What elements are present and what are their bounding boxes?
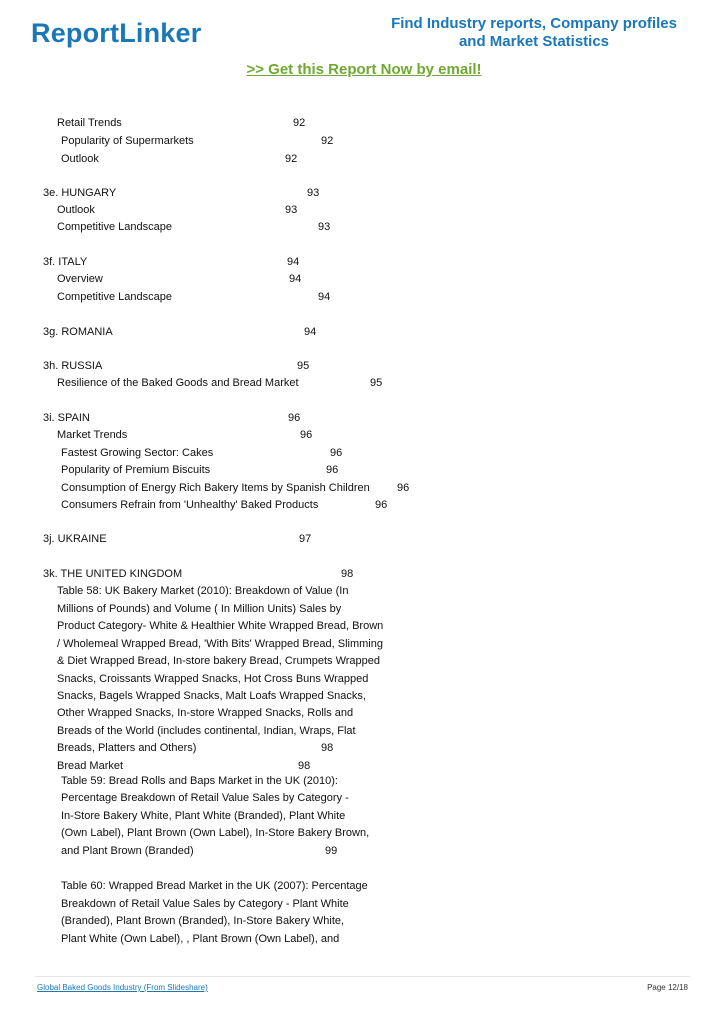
toc-page-number: 98 <box>341 568 354 580</box>
toc-page-number: 96 <box>375 499 388 511</box>
toc-entry: Competitive Landscape <box>57 291 172 303</box>
toc-page-number: 92 <box>293 117 306 129</box>
toc-entry: Product Category- White & Healthier White Wrapped Bread, Brown <box>57 620 384 632</box>
toc-page-number: 96 <box>300 429 313 441</box>
get-report-link[interactable]: >> Get this Report Now by email! <box>246 61 482 78</box>
toc-page-number: 97 <box>299 533 312 545</box>
toc-entry: 3g. ROMANIA <box>43 326 113 338</box>
toc-entry: Table 60: Wrapped Bread Market in the UK (2007): Percentage <box>61 880 368 892</box>
toc-entry: & Diet Wrapped Bread, In-store bakery Bread, Crumpets Wrapped <box>57 655 381 667</box>
toc-entry: 3f. ITALY <box>43 256 88 268</box>
toc-page-number: 92 <box>321 135 334 147</box>
tagline <box>384 15 684 51</box>
toc-entry: Resilience of the Baked Goods and Bread Market <box>57 377 299 389</box>
toc-page-number: 93 <box>307 187 320 199</box>
toc-page-number: 95 <box>297 360 310 372</box>
toc-entry: Snacks, Bagels Wrapped Snacks, Malt Loafs Wrapped Snacks, <box>57 690 366 702</box>
toc-entry: 3e. HUNGARY <box>43 187 117 199</box>
toc-page-number: 94 <box>318 291 331 303</box>
toc-page-number: 94 <box>304 326 317 338</box>
toc-entry: Breads of the World (includes continental, Indian, Wraps, Flat <box>57 725 356 737</box>
toc-entry: Popularity of Supermarkets <box>61 135 194 147</box>
toc-entry: Overview <box>57 273 103 285</box>
footer-divider <box>35 976 690 977</box>
toc-entry: Competitive Landscape <box>57 221 172 233</box>
toc-entry: Bread Market <box>57 760 124 772</box>
toc-page-number: 92 <box>285 153 298 165</box>
toc-page-number: 96 <box>326 464 339 476</box>
toc-entry: Table 58: UK Bakery Market (2010): Breakdown of Value (In <box>57 585 349 597</box>
toc-page-number: 96 <box>397 482 410 494</box>
toc-page-number: 94 <box>287 256 300 268</box>
toc-page-number: 99 <box>325 845 338 857</box>
toc-page-number: 93 <box>285 204 298 216</box>
toc-entry: Consumption of Energy Rich Bakery Items by Spanish Children <box>61 482 370 494</box>
toc-entry: 3h. RUSSIA <box>43 360 103 372</box>
toc-entry: Breads, Platters and Others) <box>57 742 197 754</box>
toc-entry: Other Wrapped Snacks, In-store Wrapped Snacks, Rolls and <box>57 707 354 719</box>
toc-entry: 3j. UKRAINE <box>43 533 107 545</box>
tagline-line-1: Find Industry reports, Company profiles <box>391 15 677 32</box>
toc-page-number: 95 <box>370 377 383 389</box>
toc-entry: Plant White (Own Label), , Plant Brown (Own Label), and <box>61 933 340 945</box>
toc-entry: 3i. SPAIN <box>43 412 90 424</box>
toc-entry: Breakdown of Retail Value Sales by Category - Plant White <box>61 898 349 910</box>
toc-entry: 3k. THE UNITED KINGDOM <box>43 568 183 580</box>
toc-entry: (Branded), Plant Brown (Branded), In-Store Bakery White, <box>61 915 345 927</box>
toc-entry: and Plant Brown (Branded) <box>61 845 194 857</box>
toc-entry: Fastest Growing Sector: Cakes <box>61 447 214 459</box>
toc-entry: Consumers Refrain from 'Unhealthy' Baked Products <box>61 499 319 511</box>
footer-source-link[interactable]: Global Baked Goods Industry (From Slideshare) <box>37 983 208 992</box>
toc-entry: / Wholemeal Wrapped Bread, 'With Bits' Wrapped Bread, Slimming <box>57 638 383 650</box>
toc-page-number: 94 <box>289 273 302 285</box>
footer-page-number: Page 12/18 <box>647 983 688 992</box>
toc-entry: In-Store Bakery White, Plant White (Branded), Plant White <box>61 810 346 822</box>
toc-page-number: 98 <box>321 742 334 754</box>
tagline-line-2: and Market Statistics <box>458 33 610 50</box>
toc-entry: Table 59: Bread Rolls and Baps Market in the UK (2010): <box>61 775 338 787</box>
toc-page-number: 93 <box>318 221 331 233</box>
reportlinker-logo[interactable]: ReportLinker <box>31 18 202 48</box>
toc-entry: Outlook <box>57 204 95 216</box>
toc-page-number: 96 <box>330 447 343 459</box>
toc-entry: (Own Label), Plant Brown (Own Label), In-Store Bakery Brown, <box>61 827 370 839</box>
toc-entry: Snacks, Croissants Wrapped Snacks, Hot Cross Buns Wrapped <box>57 673 369 685</box>
toc-entry: Percentage Breakdown of Retail Value Sales by Category - <box>61 792 349 804</box>
toc-entry: Millions of Pounds) and Volume ( In Million Units) Sales by <box>57 603 342 615</box>
toc-entry: Outlook <box>61 153 99 165</box>
toc-entry: Market Trends <box>57 429 128 441</box>
toc-entry: Retail Trends <box>57 117 122 129</box>
toc-page-number: 98 <box>298 760 311 772</box>
toc-entry: Popularity of Premium Biscuits <box>61 464 211 476</box>
toc-page-number: 96 <box>288 412 301 424</box>
